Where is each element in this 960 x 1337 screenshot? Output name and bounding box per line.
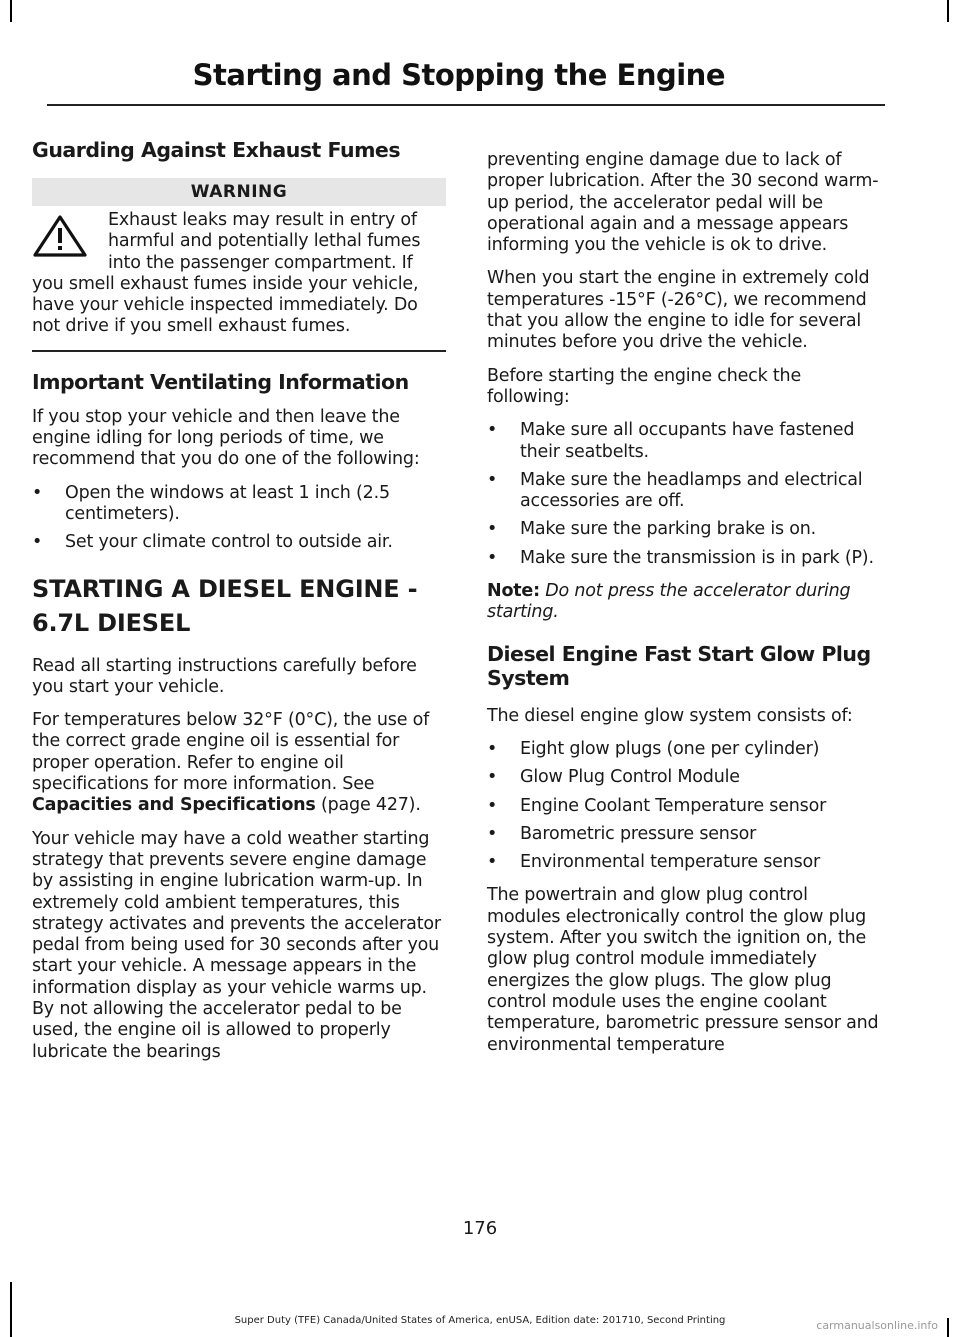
- warning-body: [32, 210, 446, 338]
- list-item: • Make sure the transmission is in park (P).: [487, 547, 874, 568]
- ventilating-heading: Important Ventilating Information: [32, 369, 409, 394]
- bullet: •: [487, 852, 498, 873]
- exhaust-heading: Guarding Against Exhaust Fumes: [32, 138, 401, 162]
- bullet: •: [487, 738, 498, 759]
- body-paragraph: The powertrain and glow plug control modules electronically control the glow plug system. After you switch the ignition on, the glow plug control module immediately energizes the glow plugs. The glow plug control module uses the engine coolant temperature, barometric pressure sensor and environmental temperature: [487, 885, 879, 1055]
- watermark: carmanualsonline.info: [816, 1319, 938, 1332]
- crop-mark-top-right: [947, 0, 949, 22]
- bullet: •: [487, 795, 498, 816]
- bullet: •: [32, 482, 43, 503]
- warning-text: Exhaust leaks may result in entry of harmful and potentially lethal fumes into the passenger compartment. If you smell exhaust fumes inside your vehicle, have your vehicle inspected immediately. Do not drive if you smell exhaust fumes.: [32, 210, 421, 337]
- note: [487, 581, 879, 624]
- header-divider: [47, 104, 885, 106]
- bullet: •: [487, 420, 498, 441]
- diesel-paragraph: For temperatures below 32°F (0°C), the use of the correct grade engine oil is essential for proper operation. Refer to engine oil specifications for more information. See Capacities and Specifications (page 427).: [32, 710, 430, 816]
- bullet: •: [487, 823, 498, 844]
- list-item: • Make sure the headlamps and electrical accessories are off.: [487, 469, 863, 512]
- crop-mark-bottom-left: [10, 1282, 12, 1337]
- list-item: • Glow Plug Control Module: [487, 767, 740, 788]
- bullet: •: [487, 767, 498, 788]
- bullet: •: [32, 532, 43, 553]
- note-label: Note:: [487, 581, 540, 602]
- glow-components-list: [487, 739, 879, 873]
- bullet: •: [487, 519, 498, 540]
- diesel-paragraph: Your vehicle may have a cold weather starting strategy that prevents severe engine damage by assisting in engine lubrication warm-up. In extremely cold ambient temperatures, this strategy activates and prevents the accelerator pedal from being used for 30 seconds after you start your vehicle. A message appears in the information display as your vehicle warms up. By not allowing the accelerator pedal to be used, the engine oil is allowed to properly lubricate the bearings: [32, 828, 441, 1062]
- page-header-title: Starting and Stopping the Engine: [192, 58, 725, 92]
- page-number: 176: [462, 1218, 498, 1239]
- note-text: Do not press the accelerator during starting.: [487, 581, 851, 623]
- bullet: •: [487, 547, 498, 568]
- warning-triangle-icon: [32, 214, 88, 258]
- body-paragraph: preventing engine damage due to lack of proper lubrication. After the 30 second warm-up period, the accelerator pedal will be operational again and a message appears informing you the vehicle is ok to drive.: [487, 150, 879, 256]
- list-item: • Eight glow plugs (one per cylinder): [487, 738, 820, 759]
- left-column: [32, 138, 446, 1075]
- right-column: [487, 150, 879, 1068]
- bullet: •: [487, 469, 498, 490]
- ventilating-intro: If you stop your vehicle and then leave the engine idling for long periods of time, we recommend that you do one of the following:: [32, 406, 420, 470]
- list-item: • Make sure all occupants have fastened their seatbelts.: [487, 420, 855, 462]
- list-item: • Barometric pressure sensor: [487, 823, 757, 844]
- body-paragraph: Before starting the engine check the following:: [487, 365, 802, 407]
- cross-reference-link[interactable]: Capacities and Specifications: [32, 795, 316, 816]
- ventilating-list: [32, 483, 446, 554]
- list-item: • Set your climate control to outside air.: [32, 532, 393, 553]
- list-item: • Environmental temperature sensor: [487, 852, 821, 873]
- glow-intro: The diesel engine glow system consists of:: [487, 705, 853, 726]
- list-item: • Make sure the parking brake is on.: [487, 519, 817, 540]
- warning-divider: [32, 350, 446, 352]
- pre-start-checklist: [487, 420, 879, 569]
- crop-mark-top-left: [10, 0, 12, 22]
- warning-box: [32, 178, 446, 352]
- warning-label: WARNING: [32, 178, 446, 206]
- diesel-section-heading: STARTING A DIESEL ENGINE - 6.7L DIESEL: [32, 574, 418, 637]
- footer-edition-info: Super Duty (TFE) Canada/United States of America, enUSA, Edition date: 201710, Second Printing: [234, 1315, 726, 1326]
- glow-plug-heading: Diesel Engine Fast Start Glow Plug System: [487, 641, 871, 690]
- body-paragraph: When you start the engine in extremely cold temperatures -15°F (-26°C), we recommend that you allow the engine to idle for several minutes before you drive the vehicle.: [487, 268, 870, 353]
- list-item: • Engine Coolant Temperature sensor: [487, 795, 827, 816]
- list-item: • Open the windows at least 1 inch (2.5 centimeters).: [32, 482, 390, 524]
- diesel-paragraph: Read all starting instructions carefully before you start your vehicle.: [32, 655, 417, 697]
